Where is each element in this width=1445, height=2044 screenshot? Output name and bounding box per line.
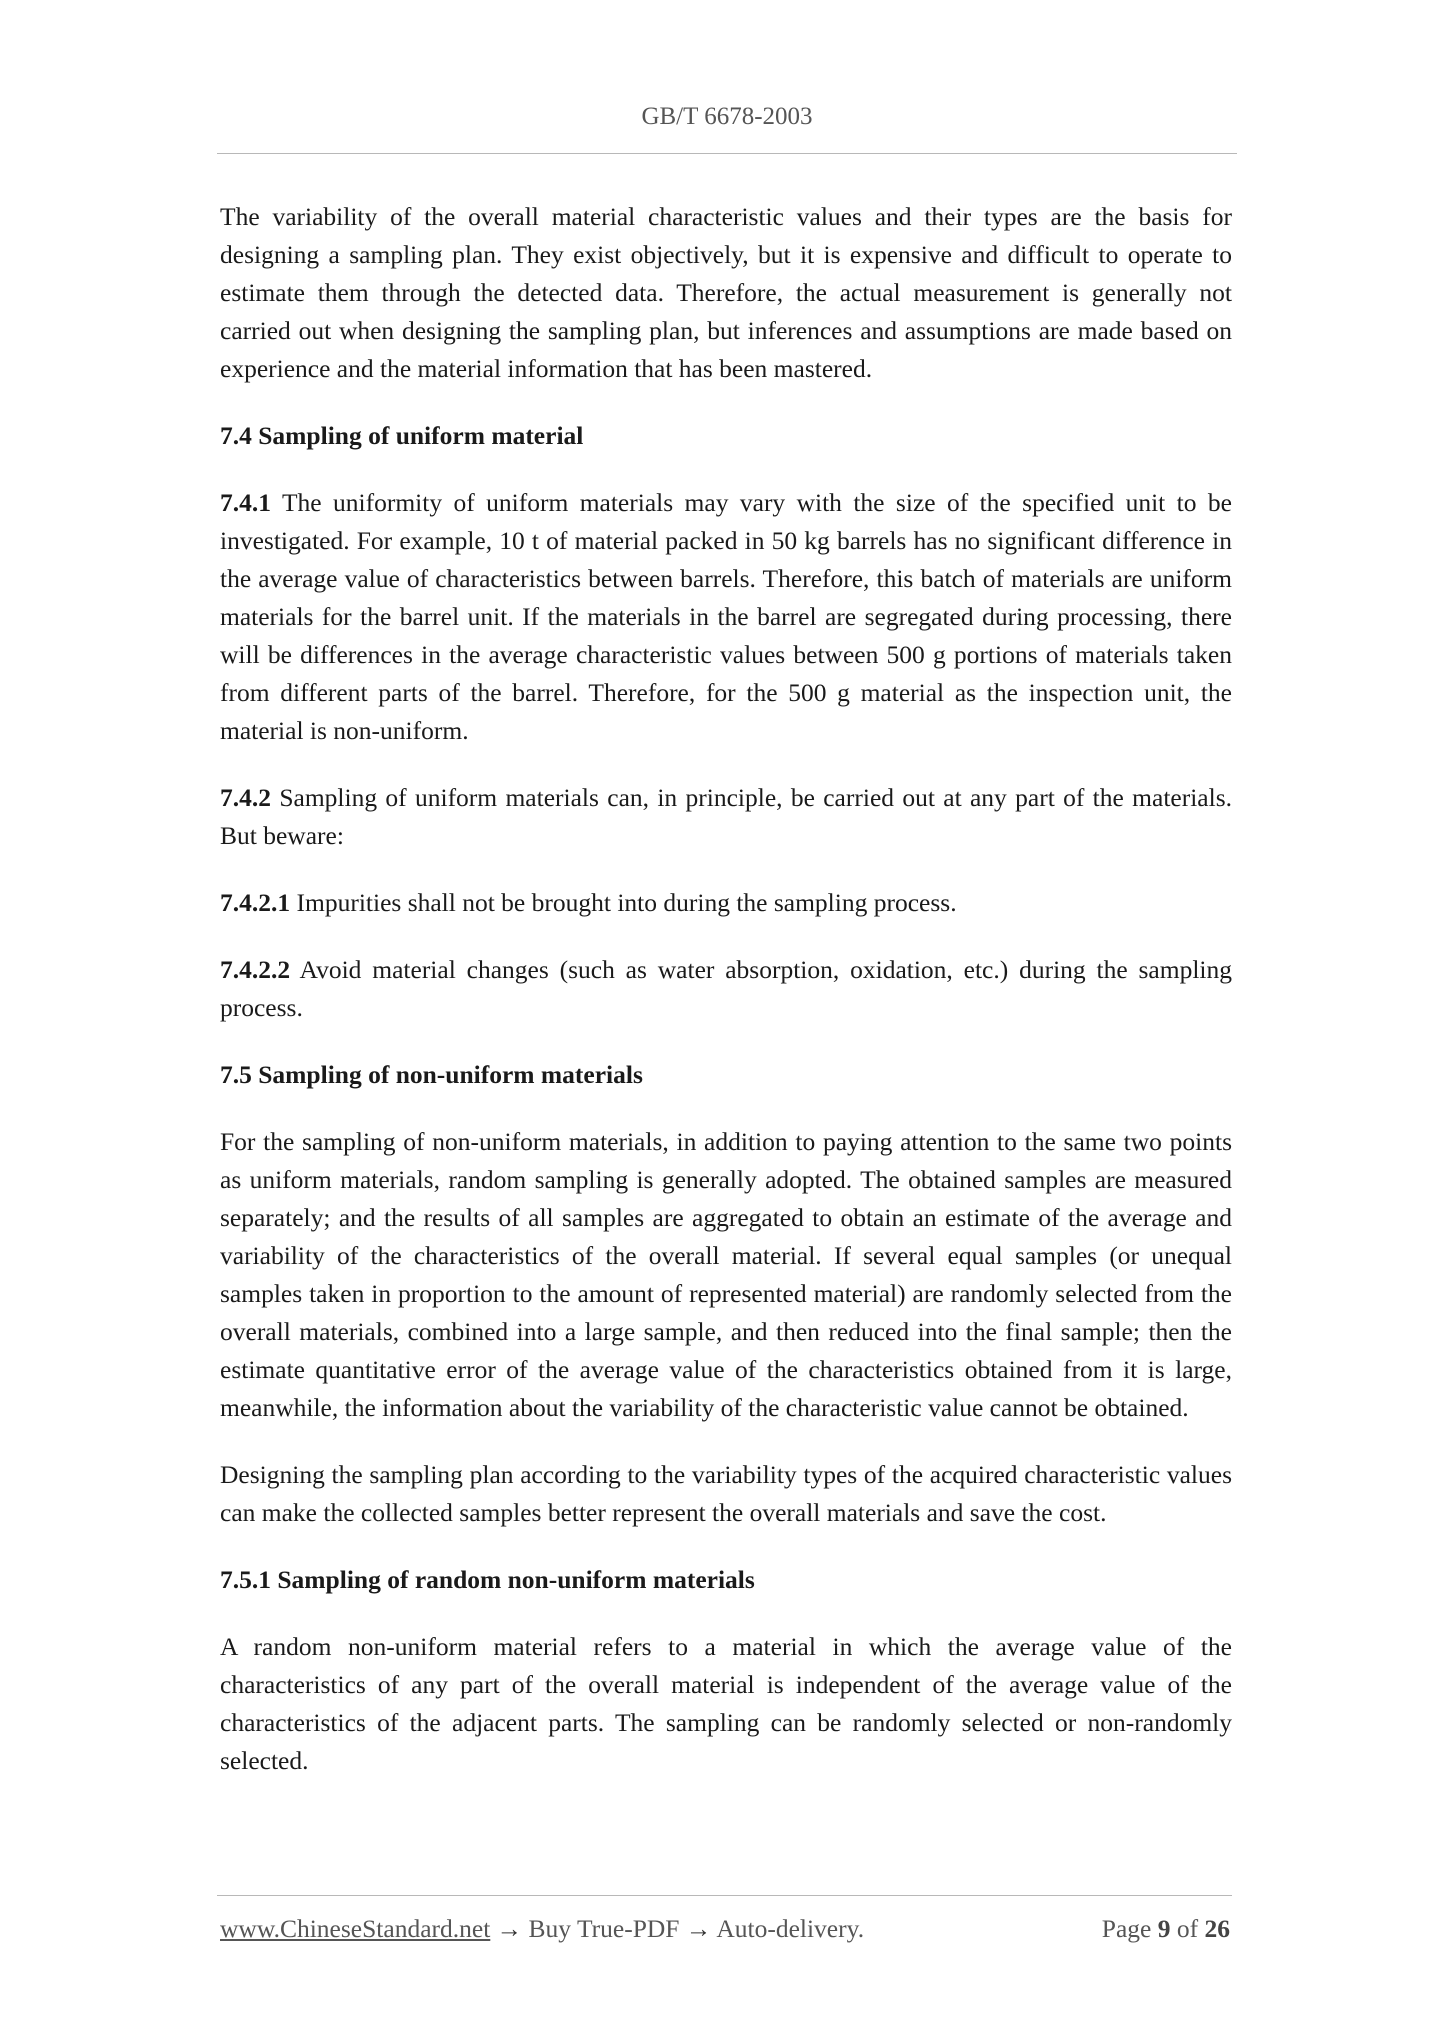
standard-code: GB/T 6678-2003 (641, 103, 813, 130)
auto-delivery-text: Auto-delivery. (716, 1914, 865, 1943)
header-divider (217, 153, 1237, 154)
page-number: 9 (1157, 1914, 1171, 1943)
paragraph-random-non-uniform: A random non-uniform material refers to a material in which the average value of the characteristics of any part of the overall material is independent of the average value of the characteristics of the adjacent parts. The sampling can be randomly selected or non-randomly selected. (220, 1632, 1232, 1775)
clause-7-4-2-1 (220, 884, 1232, 922)
website-link[interactable]: www.ChineseStandard.net (220, 1914, 491, 1943)
page-total: 26 (1204, 1914, 1230, 1943)
clause-7-4-2 (220, 779, 1232, 855)
clause-number: 7.4.2 (220, 783, 271, 812)
clause-text: The uniformity of uniform materials may vary with the size of the specified unit to be investigated. For example, 10 t of material packed in 50 kg barrels has no significant difference in the average value of characteristics between barrels. Therefore, this batch of materials are uniform materials for the barrel unit. If the materials in the barrel are segregated during processing, there will be differences in the average characteristic values between 500 g portions of materials taken from different parts of the barrel. Therefore, for the 500 g material as the inspection unit, the material is non-uniform. (220, 488, 1232, 745)
document-header (217, 103, 1237, 131)
section-heading-7-5: 7.5 Sampling of non-uniform materials (220, 1060, 643, 1089)
clause-number: 7.4.2.1 (220, 888, 291, 917)
page-indicator (1102, 1914, 1230, 1944)
document-footer (220, 1914, 1230, 1944)
arrow-right-icon: → (496, 1914, 523, 1943)
footer-divider (217, 1895, 1232, 1896)
clause-text: Impurities shall not be brought into during the sampling process. (290, 888, 957, 917)
buy-true-pdf-text: Buy True-PDF (528, 1914, 680, 1943)
paragraph-design: Designing the sampling plan according to the variability types of the acquired characteristic values can make the collected samples better represent the overall materials and save the cost. (220, 1460, 1232, 1527)
page-label: Page (1101, 1914, 1152, 1943)
arrow-right-icon: → (685, 1914, 712, 1943)
paragraph-intro: The variability of the overall material characteristic values and their types are the basis for designing a sampling plan. They exist objectively, but it is expensive and difficult to operate to estimate them through the detected data. Therefore, the actual measurement is generally not carried out when designing the sampling plan, but inferences and assumptions are made based on experience and the material information that has been mastered. (220, 202, 1232, 383)
of-label: of (1176, 1914, 1199, 1943)
section-heading-7-5-1: 7.5.1 Sampling of random non-uniform materials (220, 1565, 755, 1594)
section-heading-7-4: 7.4 Sampling of uniform material (220, 421, 584, 450)
clause-text: Sampling of uniform materials can, in principle, be carried out at any part of the materials. But beware: (220, 783, 1232, 850)
clause-number: 7.4.2.2 (220, 955, 291, 984)
clause-7-4-2-2 (220, 951, 1232, 1027)
clause-text: Avoid material changes (such as water absorption, oxidation, etc.) during the sampling process. (220, 955, 1232, 1022)
clause-number: 7.4.1 (220, 488, 271, 517)
page-content (220, 198, 1232, 1780)
paragraph-non-uniform: For the sampling of non-uniform materials, in addition to paying attention to the same two points as uniform materials, random sampling is generally adopted. The obtained samples are measured separately; and the results of all samples are aggregated to obtain an estimate of the average and variability of the characteristics of the overall material. If several equal samples (or unequal samples taken in proportion to the amount of represented material) are randomly selected from the overall materials, combined into a large sample, and then reduced into the final sample; then the estimate quantitative error of the average value of the characteristics obtained from it is large, meanwhile, the information about the variability of the characteristic value cannot be obtained. (220, 1127, 1232, 1422)
clause-7-4-1 (220, 484, 1232, 750)
